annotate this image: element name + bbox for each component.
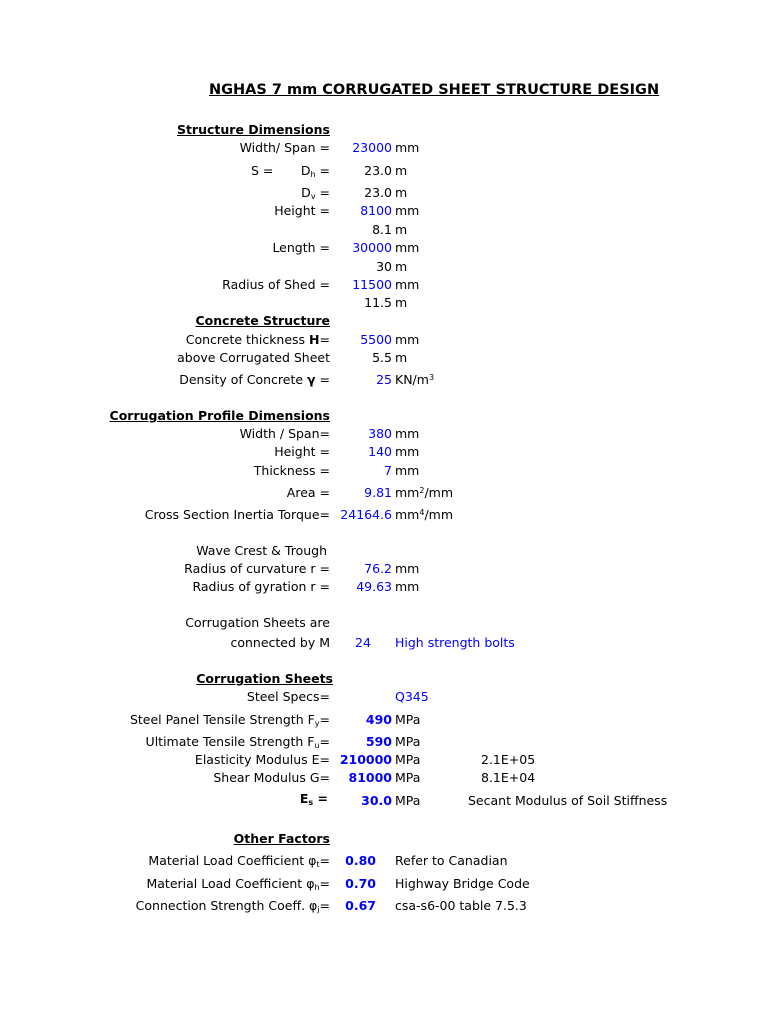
- above-sheet-unit: m: [395, 350, 408, 365]
- elasticity-sci: 2.1E+05: [481, 752, 536, 767]
- dh-label: $D_h$ =: [300, 163, 330, 179]
- area-unit: $mm^2/mm$: [395, 485, 454, 500]
- dh-unit: m: [395, 163, 408, 178]
- s-label: S =: [251, 163, 274, 178]
- inertia-label: Cross Section Inertia Torque=: [144, 507, 330, 522]
- length-m-value: 30: [376, 259, 392, 274]
- phi-h-label: Material Load Coefficient $\varphi_h=$: [146, 876, 330, 892]
- dv-label: $D_v$ =: [301, 185, 330, 201]
- other-factors-heading: Other Factors: [233, 831, 330, 846]
- gyration-label: Radius of gyration r =: [192, 579, 330, 594]
- concrete-thickness-label: Concrete thickness H=: [185, 332, 330, 347]
- area-label: Area =: [286, 485, 330, 500]
- shear-label: Shear Modulus G=: [213, 770, 330, 785]
- elasticity-value[interactable]: 210000: [339, 752, 392, 767]
- fy-value[interactable]: 490: [365, 712, 392, 727]
- inertia-value: 24164.6: [340, 507, 392, 522]
- radius-shed-unit: mm: [395, 277, 420, 292]
- height-unit: mm: [395, 203, 420, 218]
- density-value[interactable]: 25: [376, 372, 392, 387]
- width-span-label: Width/ Span =: [239, 140, 330, 155]
- elasticity-unit: MPa: [395, 752, 421, 767]
- length-label: Length =: [272, 240, 330, 255]
- above-sheet-value: 5.5: [372, 350, 392, 365]
- dv-value: 23.0: [364, 185, 392, 200]
- height-label: Height =: [274, 203, 330, 218]
- connection-label-1: Corrugation Sheets are: [185, 615, 330, 630]
- profile-thickness-label: Thickness =: [253, 463, 330, 478]
- length-unit: mm: [395, 240, 420, 255]
- width-span-value[interactable]: 23000: [352, 140, 392, 155]
- height-m-value: 8.1: [372, 222, 392, 237]
- width-span-unit: mm: [395, 140, 420, 155]
- area-value: 9.81: [364, 485, 392, 500]
- corrugation-sheets-heading: Corrugation Sheets: [196, 671, 333, 686]
- bolt-size-value[interactable]: 24: [355, 635, 371, 650]
- fu-unit: MPa: [395, 734, 421, 749]
- profile-thickness-unit: mm: [395, 463, 420, 478]
- es-unit: MPa: [395, 793, 421, 808]
- radius-shed-m-unit: m: [395, 295, 408, 310]
- length-value[interactable]: 30000: [352, 240, 392, 255]
- curvature-unit: mm: [395, 561, 420, 576]
- profile-thickness-value[interactable]: 7: [384, 463, 392, 478]
- profile-height-label: Height =: [274, 444, 330, 459]
- concrete-thickness-value[interactable]: 5500: [360, 332, 392, 347]
- above-sheet-label: above Corrugated Sheet: [177, 350, 330, 365]
- height-m-unit: m: [395, 222, 408, 237]
- phi-t-value[interactable]: 0.80: [345, 853, 376, 868]
- phi-t-label: Material Load Coefficient $\varphi_t=$: [148, 853, 330, 869]
- radius-shed-label: Radius of Shed =: [222, 277, 330, 292]
- steel-specs-label: Steel Specs=: [246, 689, 330, 704]
- phi-j-label: Connection Strength Coeff. $\varphi_j=$: [135, 898, 330, 914]
- shear-unit: MPa: [395, 770, 421, 785]
- length-m-unit: m: [395, 259, 408, 274]
- shear-value[interactable]: 81000: [348, 770, 392, 785]
- gyration-unit: mm: [395, 579, 420, 594]
- profile-dimensions-heading: Corrugation Profile Dimensions: [109, 408, 330, 423]
- dv-unit: m: [395, 185, 408, 200]
- curvature-value[interactable]: 76.2: [364, 561, 392, 576]
- bolt-type-note: High strength bolts: [395, 635, 515, 650]
- density-label: Density of Concrete γ =: [179, 372, 330, 387]
- fy-unit: MPa: [395, 712, 421, 727]
- fy-label: Steel Panel Tensile Strength $F_y=$: [129, 712, 330, 728]
- structure-dimensions-heading: Structure Dimensions: [176, 122, 330, 137]
- curvature-label: Radius of curvature r =: [184, 561, 330, 576]
- fu-label: Ultimate Tensile Strength $F_u=$: [145, 734, 330, 750]
- profile-height-value[interactable]: 140: [368, 444, 392, 459]
- phi-h-note: Highway Bridge Code: [395, 876, 530, 891]
- es-value[interactable]: 30.0: [361, 793, 392, 808]
- profile-width-unit: mm: [395, 426, 420, 441]
- elasticity-label: Elasticity Modulus E=: [194, 752, 330, 767]
- phi-j-note: csa-s6-00 table 7.5.3: [395, 898, 527, 913]
- phi-h-value[interactable]: 0.70: [345, 876, 376, 891]
- fu-value[interactable]: 590: [365, 734, 392, 749]
- profile-height-unit: mm: [395, 444, 420, 459]
- wave-crest-label: Wave Crest & Trough: [196, 543, 327, 558]
- radius-shed-m-value: 11.5: [364, 295, 392, 310]
- inertia-unit: $mm^4/mm$: [395, 507, 454, 522]
- gyration-value[interactable]: 49.63: [356, 579, 392, 594]
- profile-width-label: Width / Span=: [239, 426, 330, 441]
- es-label: $E_s$ =: [299, 791, 328, 807]
- height-value[interactable]: 8100: [360, 203, 392, 218]
- phi-j-value[interactable]: 0.67: [345, 898, 376, 913]
- phi-t-note: Refer to Canadian: [395, 853, 508, 868]
- density-unit: $KN/m^3$: [395, 372, 435, 387]
- profile-width-value[interactable]: 380: [368, 426, 392, 441]
- concrete-thickness-unit: mm: [395, 332, 420, 347]
- shear-sci: 8.1E+04: [481, 770, 536, 785]
- page-title: NGHAS 7 mm CORRUGATED SHEET STRUCTURE DESIGN: [209, 82, 660, 98]
- dh-value: 23.0: [364, 163, 392, 178]
- radius-shed-value[interactable]: 11500: [352, 277, 392, 292]
- es-note: Secant Modulus of Soil Stiffness: [468, 793, 668, 808]
- steel-specs-value[interactable]: Q345: [395, 689, 429, 704]
- connection-label-2: connected by M: [230, 635, 330, 650]
- concrete-structure-heading: Concrete Structure: [195, 313, 330, 328]
